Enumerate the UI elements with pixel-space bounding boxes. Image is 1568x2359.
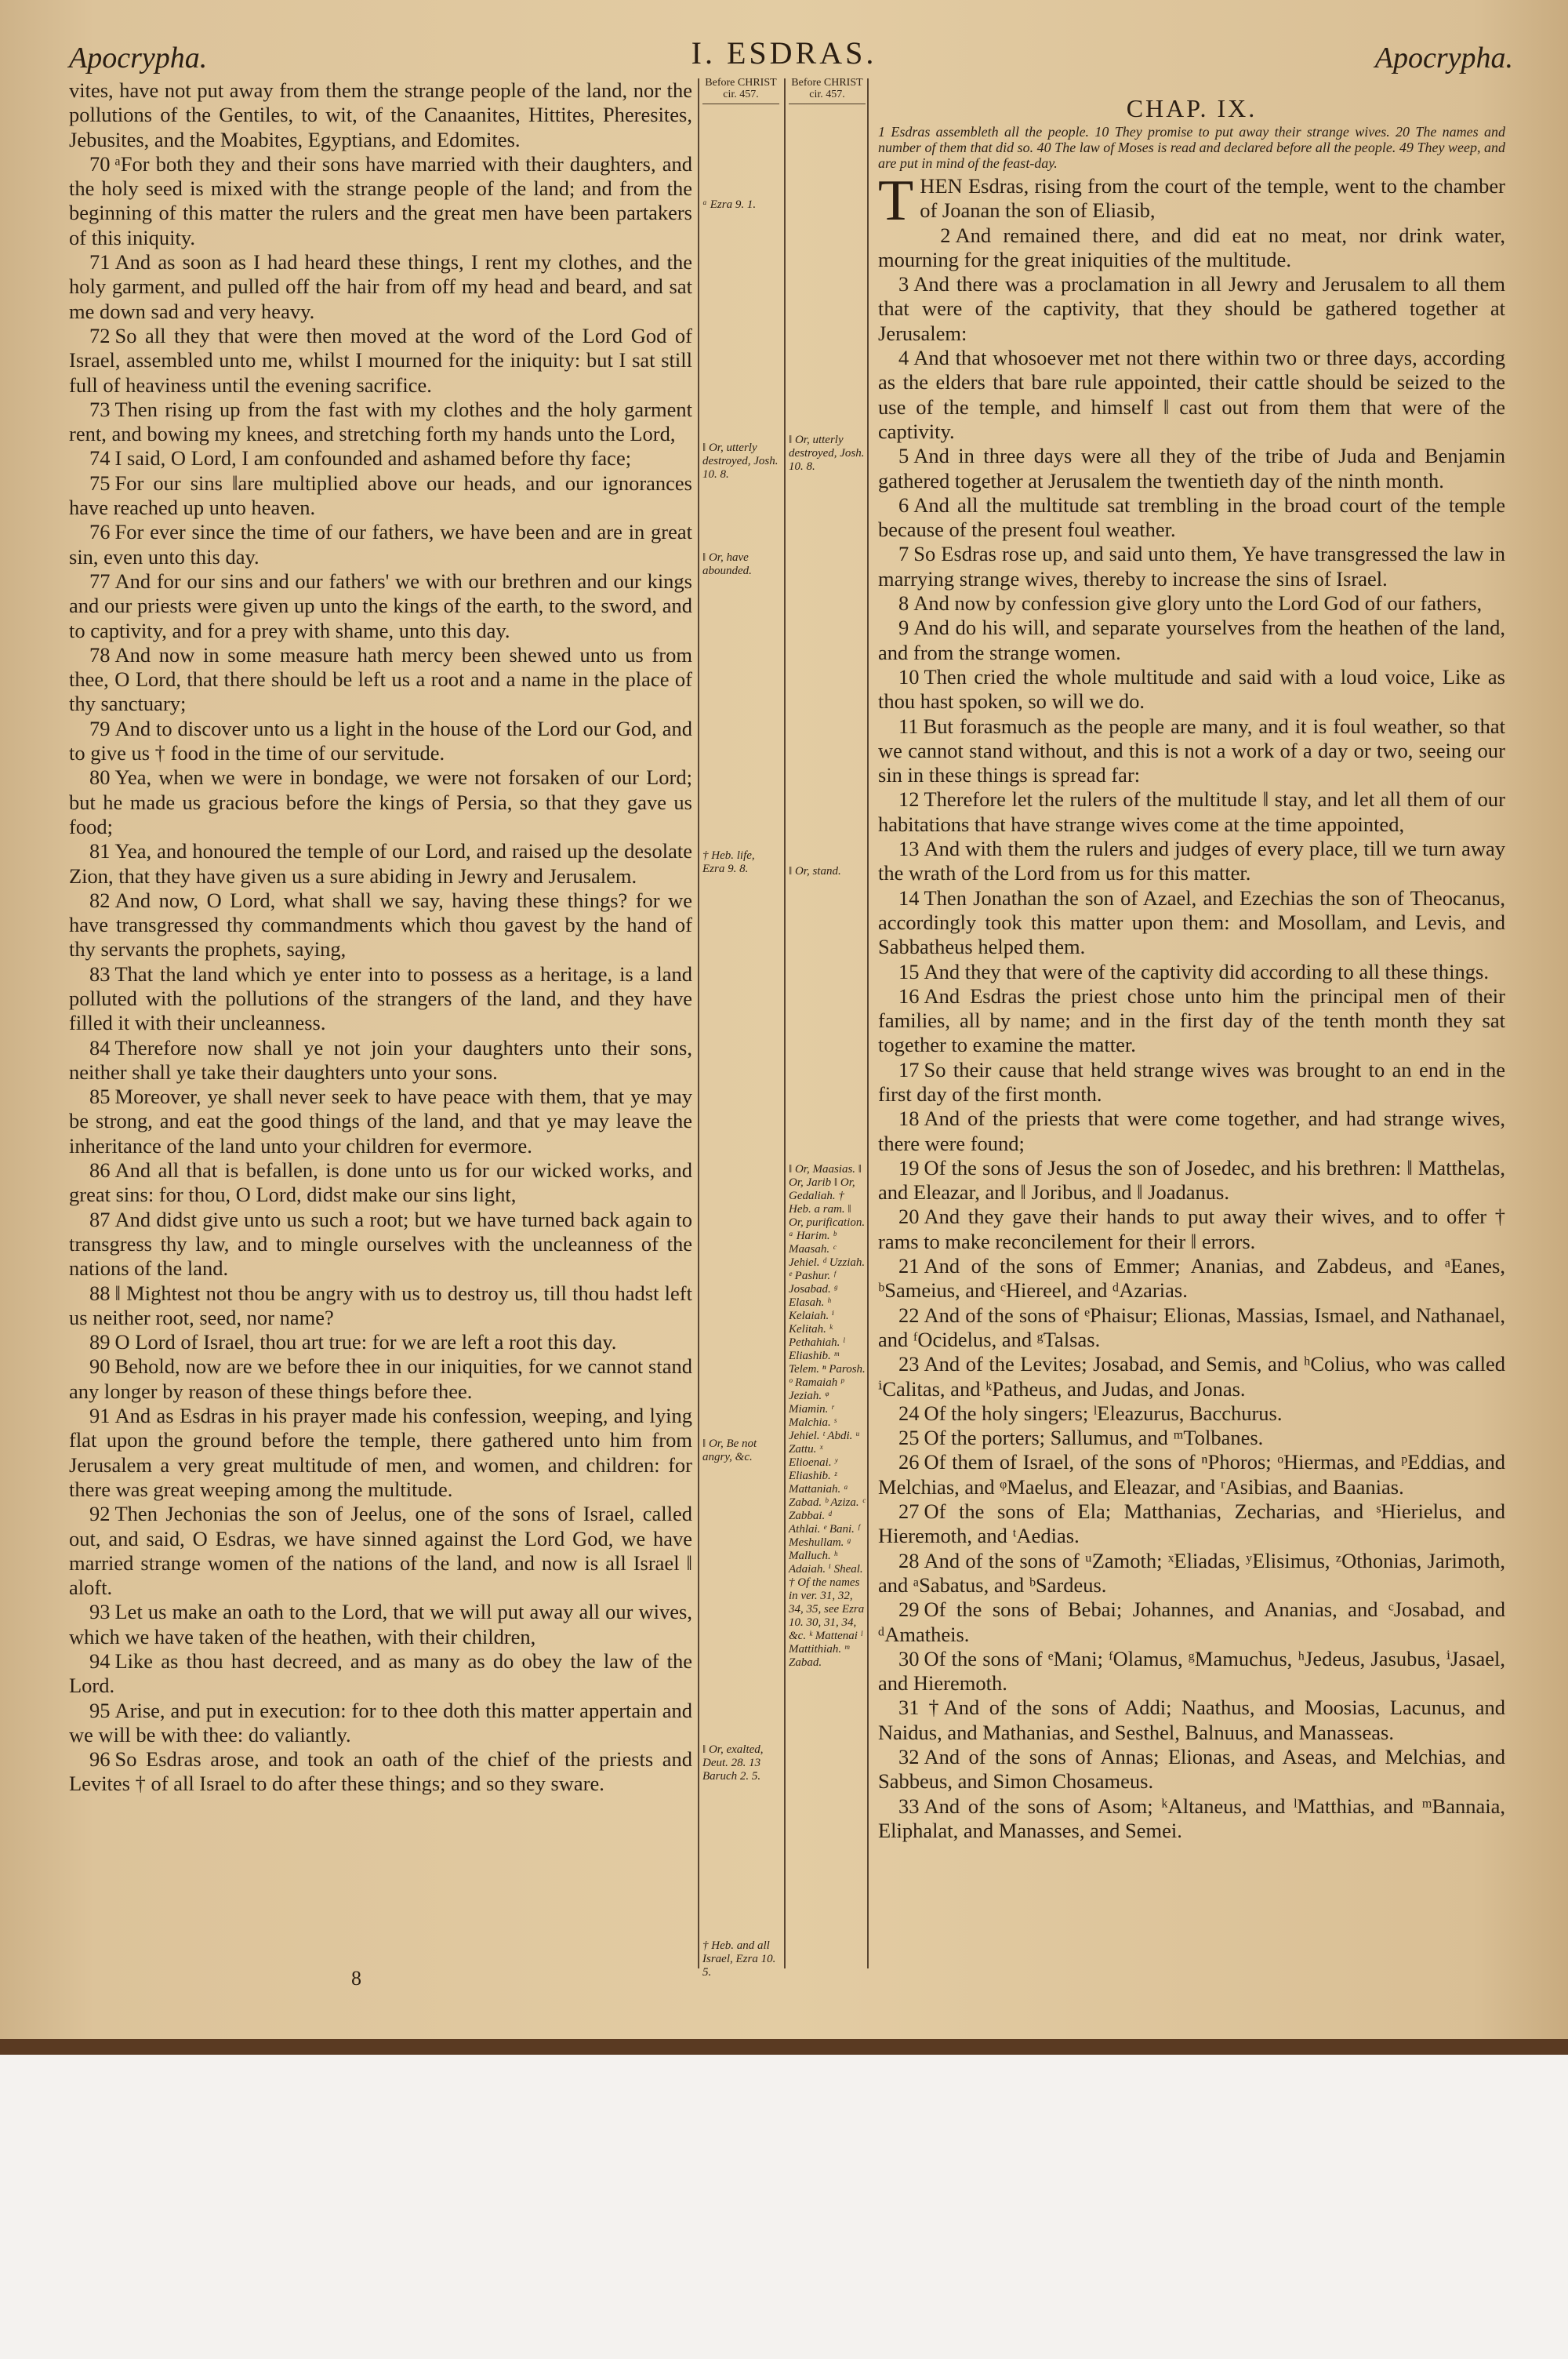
verse: 9 And do his will, and separate yourselves from the heathen of the land, and from the strange women.	[878, 616, 1505, 664]
right-text-column	[878, 169, 1505, 1843]
verse: 88 ‖ Mightest not thou be angry with us to destroy us, till thou hadst left us neither root, seed, nor name?	[69, 1281, 692, 1329]
verse: 89 O Lord of Israel, thou art true: for we are left a root this day.	[89, 1330, 617, 1354]
chapter-heading: CHAP. IX.	[1126, 94, 1258, 122]
verse: 19 Of the sons of Jesus the son of Josedec, and his brethren: ‖ Matthelas, and Eleazar, and ‖ Joribus, and ‖ Joadanus.	[878, 1155, 1505, 1205]
margin-note: ‖ Or, stand.	[789, 865, 841, 878]
verse: 81 Yea, and honoured the temple of our Lord, and raised up the desolate Zion, that they have given us a sure abiding in Jewry and Jerusalem.	[69, 839, 692, 888]
verse: 77 And for our sins and our fathers' we with our brethren and our kings and our priests were given up unto the kings of the earth, to the sword, and to captivity, and for a prey with shame, unto this day.	[69, 569, 692, 642]
background-surface	[0, 2055, 1568, 2359]
verse: 6 And all the multitude sat trembling in the broad court of the temple because of the present foul weather.	[878, 493, 1505, 542]
verse: 96 So Esdras arose, and took an oath of the chief of the priests and Levites † of all Israel to do after these things; and so they sware.	[69, 1747, 692, 1796]
margin-note: ‖ Or, utterly destroyed, Josh. 10. 8.	[789, 434, 865, 473]
verse: 80 Yea, when we were in bondage, we were not forsaken of our Lord; but he made us gracious before the kings of Persia, so that they gave us food;	[69, 765, 692, 838]
margin-note: † Heb. life, Ezra 9. 8.	[702, 849, 755, 875]
margin-note: ᵃ Ezra 9. 1.	[702, 198, 757, 211]
verse: 29 Of the sons of Bebai; Johannes, and Ananias, and ᶜJosabad, and ᵈAmatheis.	[878, 1598, 1505, 1646]
verse: 10 Then cried the whole multitude and said with a loud voice, Like as thou hast spoken, so will we do.	[878, 664, 1505, 714]
verse: 20 And they gave their hands to put away their wives, and to offer † rams to make reconcilement for their ‖ errors.	[878, 1205, 1505, 1253]
column-rule	[698, 78, 699, 1968]
margin-heading: Before CHRIST cir. 457.	[789, 77, 866, 104]
verse: 3 And there was a proclamation in all Jewry and Jerusalem to all them that were of the captivity, that they should be gathered together at Jerusalem:	[878, 272, 1505, 345]
verse: 70 ᵃFor both they and their sons have married with their daughters, and the holy seed is mixed with the strange people of the land; and from the beginning of this matter the rulers and the great men have been partakers of this iniquity.	[69, 151, 692, 249]
verse: 86 And all that is befallen, is done unto us for our wicked works, and great sins: for thou, O Lord, didst make our sins light,	[69, 1158, 692, 1207]
verse: 21 And of the sons of Emmer; Ananias, and Zabdeus, and ᵃEanes, ᵇSameius, and ᶜHiereel, and ᵈAzarias.	[878, 1254, 1505, 1303]
verse: 28 And of the sons of ᵘZamoth; ˣEliadas, ʸElisimus, ᶻOthonias, Jarimoth, and ᵃSabatus, and ᵇSardeus.	[878, 1548, 1505, 1597]
verse: 14 Then Jonathan the son of Azael, and Ezechias the son of Theocanus, accordingly took this matter upon them: and Mosollam, and Levis, and Sabbatheus helped them.	[878, 885, 1505, 959]
verse: 92 Then Jechonias the son of Jeelus, one of the sons of Israel, called out, and said, O Esdras, we have sinned against the Lord God, we have married strange women of the nations of the land, and now is all Israel ‖ aloft.	[69, 1502, 692, 1600]
verse: 33 And of the sons of Asom; ᵏAltaneus, and ˡMatthias, and ᵐBannaia, Eliphalat, and Manasses, and Semei.	[878, 1794, 1505, 1842]
verse: 15 And they that were of the captivity did according to all these things.	[898, 959, 1489, 983]
book-edge	[0, 2039, 1568, 2055]
verse: 83 That the land which ye enter into to possess as a heritage, is a land polluted with the pollutions of the strangers of the land, and they have filled it with their uncleanness.	[69, 961, 692, 1035]
verse: 18 And of the priests that were come together, and had strange wives, there were found;	[878, 1107, 1505, 1155]
verse: 90 Behold, now are we before thee in our iniquities, for we cannot stand any longer by reason of these things before thee.	[69, 1354, 692, 1403]
verse: THEN Esdras, rising from the court of the temple, went to the chamber of Joanan the son of Eliasib,	[878, 169, 1505, 233]
verse: 2 And remained there, and did eat no meat, nor drink water, mourning for the great iniquities of the multitude.	[878, 223, 1505, 271]
verse: 93 Let us make an oath to the Lord, that we will put away all our wives, which we have taken of the heathen, with their children,	[69, 1600, 692, 1648]
verse: 87 And didst give unto us such a root; but we have turned back again to transgress thy law, and to mingle ourselves with the uncleanness of the nations of the land.	[69, 1207, 692, 1281]
left-text-column	[69, 78, 692, 1797]
verse: 8 And now by confession give glory unto the Lord God of our fathers,	[898, 591, 1483, 616]
margin-notes-right	[789, 77, 866, 1979]
running-head-right: Apocrypha.	[1374, 42, 1513, 75]
drop-cap: T	[878, 169, 914, 233]
verse: 72 So all they that were then moved at the word of the Lord God of Israel, assembled unto me, whilst I mourned for the iniquity: but I sat still full of heaviness until the evening sacrifice.	[69, 323, 692, 397]
verse: vites, have not put away from them the strange people of the land, nor the pollutions of the Gentiles, to wit, of the Canaanites, Hittites, Pheresites, Jebusites, and the Moabites, Egyptians, and Edomites.	[69, 78, 692, 151]
verse: 23 And of the Levites; Josabad, and Semis, and ʰColius, who was called ⁱCalitas, and ᵏPatheus, and Judas, and Jonas.	[878, 1352, 1505, 1401]
verse: 16 And Esdras the priest chose unto him the principal men of their families, all by name; and in the first day of the tenth month they sat together to examine the matter.	[878, 983, 1505, 1057]
verse: 5 And in three days were all they of the tribe of Juda and Benjamin gathered together at Jerusalem the twentieth day of the ninth month.	[878, 444, 1505, 493]
verse: 24 Of the holy singers; ˡEleazurus, Bacchurus.	[898, 1401, 1283, 1425]
verse: 73 Then rising up from the fast with my clothes and the holy garment rent, and bowing my knees, and stretching forth my hands unto the Lord,	[69, 397, 692, 446]
running-head-title: I. ESDRAS.	[691, 35, 877, 71]
verse: 7 So Esdras rose up, and said unto them, Ye have transgressed the law in marrying strange wives, thereby to increase the sins of Israel.	[878, 542, 1505, 591]
page-number: 8	[351, 1967, 361, 1990]
column-rule	[784, 78, 786, 1968]
margin-note: ‖ Or, Be not angry, &c.	[702, 1438, 757, 1463]
verse: 85 Moreover, ye shall never seek to have peace with them, that ye may be strong, and eat the good things of the land, and that ye may leave the inheritance of the land unto your children for evermore.	[69, 1085, 692, 1158]
verse: 25 Of the porters; Sallumus, and ᵐTolbanes.	[898, 1426, 1264, 1450]
margin-note: † Heb. and all Israel, Ezra 10. 5.	[702, 1939, 776, 1979]
verse: 13 And with them the rulers and judges of every place, till we turn away the wrath of the Lord from us for this matter.	[878, 837, 1505, 885]
verse: 26 Of them of Israel, of the sons of ⁿPhoros; ᵒHiermas, and ᵖEddias, and Melchias, and ᵠMaelus, and Eleazar, and ʳAsibias, and Baanias.	[878, 1450, 1505, 1499]
verse: 22 And of the sons of ᵉPhaisur; Elionas, Massias, Ismael, and Nathanael, and ᶠOcidelus, and ᵍTalsas.	[878, 1303, 1505, 1351]
running-head-left: Apocrypha.	[69, 42, 208, 75]
verse: 78 And now in some measure hath mercy been shewed unto us from thee, O Lord, that there should be left us a root and a name in the place of thy sanctuary;	[69, 642, 692, 716]
verse: 94 Like as thou hast decreed, and as many as do obey the law of the Lord.	[69, 1649, 692, 1698]
verse: 75 For our sins ‖are multiplied above our heads, and our ignorances have reached up unto heaven.	[69, 471, 692, 520]
margin-note: ‖ Or, have abounded.	[702, 551, 752, 577]
verse: 91 And as Esdras in his prayer made his confession, weeping, and lying flat upon the ground before the temple, there gathered unto him from Jerusalem a very great multitude of men, and women, and children: for there was great weeping among the multitude.	[69, 1404, 692, 1501]
column-rule	[867, 78, 869, 1968]
verse: 17 So their cause that held strange wives was brought to an end in the first day of the first month.	[878, 1057, 1505, 1106]
verse: 12 Therefore let the rulers of the multitude ‖ stay, and let all them of our habitations that have strange wives come at the time appointed,	[878, 787, 1505, 836]
verse: 79 And to discover unto us a light in the house of the Lord our God, and to give us † food in the time of our servitude.	[69, 716, 692, 765]
verse: 4 And that whosoever met not there within two or three days, according as the elders that bare rule appointed, their cattle should be seized to the use of the temple, and himself ‖ cast out from them that were of the captivity.	[878, 346, 1505, 443]
margin-notes-left	[702, 77, 779, 1979]
verse: 95 Arise, and put in execution: for to thee doth this matter appertain and we will be with thee: do valiantly.	[69, 1698, 692, 1747]
verse: 84 Therefore now shall ye not join your daughters unto their sons, neither shall ye take their daughters unto your sons.	[69, 1035, 692, 1084]
margin-heading: Before CHRIST cir. 457.	[702, 77, 779, 104]
verse: 82 And now, O Lord, what shall we say, having these things? for we have transgressed thy commandments which thou gavest by the hand of thy servants the prophets, saying,	[69, 888, 692, 961]
verse: 76 For ever since the time of our fathers, we have been and are in great sin, even unto this day.	[69, 520, 692, 569]
verse: 11 But forasmuch as the people are many, and it is foul weather, so that we cannot stand without, and this is not a work of a day or two, seeing our sin in these things is spread far:	[878, 714, 1505, 787]
margin-note: ‖ Or, exalted, Deut. 28. 13 Baruch 2. 5.	[702, 1743, 764, 1783]
margin-note: ‖ Or, Maasias. ‖ Or, Jarib ‖ Or, Gedaliah. † Heb. a ram. ‖ Or, purification. ᵃ Harim. ᵇ Maasah. ᶜ Jehiel. ᵈ Uzziah. ᵉ Pashur. ᶠ Josabad. ᵍ Elasah. ʰ Kelaiah. ⁱ Kelitah. ᵏ Pethahiah. ˡ Eliashib. ᵐ Telem. ⁿ Parosh. ᵒ Ramaiah ᵖ Jeziah. ᵠ Miamin. ʳ Malchia. ˢ Jehiel. ᵗ Abdi. ᵘ Zattu. ˣ Elioenai. ʸ Eliashib. ᶻ Mattaniah. ᵃ Zabad. ᵇ Aziza. ᶜ Zabbai. ᵈ Athlai. ᵉ Bani. ᶠ Meshullam. ᵍ Malluch. ʰ Adaiah. ⁱ Sheal. † Of the names in ver. 31, 32, 34, 35, see Ezra 10. 30, 31, 34, &c. ᵏ Mattenai ˡ Mattithiah. ᵐ Zabad.	[789, 1163, 866, 1669]
verse: 32 And of the sons of Annas; Elionas, and Aseas, and Melchias, and Sabbeus, and Simon Chosameus.	[878, 1745, 1505, 1794]
verse: 71 And as soon as I had heard these things, I rent my clothes, and the holy garment, and pulled off the hair from off my head and beard, and sat me down sad and very heavy.	[69, 250, 692, 323]
verse: 74 I said, O Lord, I am confounded and ashamed before thy face;	[89, 446, 632, 471]
margin-note: ‖ Or, utterly destroyed, Josh. 10. 8.	[702, 442, 779, 481]
verse: 31 †And of the sons of Addi; Naathus, and Moosias, Lacunus, and Naidus, and Mathanias, and Sesthel, Balnuus, and Manasseas.	[878, 1696, 1505, 1744]
chapter-summary: 1 Esdras assembleth all the people. 10 They promise to put away their strange wives. 20 The names and number of them that did so. 40 The law of Moses is read and declared before all the people. 49 They weep, and are put in mind of the feast-day.	[878, 124, 1505, 171]
verse: 27 Of the sons of Ela; Matthanias, Zecharias, and ˢHierielus, and Hieremoth, and ᵗAedias.	[878, 1499, 1505, 1548]
verse: 30 Of the sons of ᵉMani; ᶠOlamus, ᵍMamuchus, ʰJedeus, Jasubus, ⁱJasael, and Hieremoth.	[878, 1646, 1505, 1696]
